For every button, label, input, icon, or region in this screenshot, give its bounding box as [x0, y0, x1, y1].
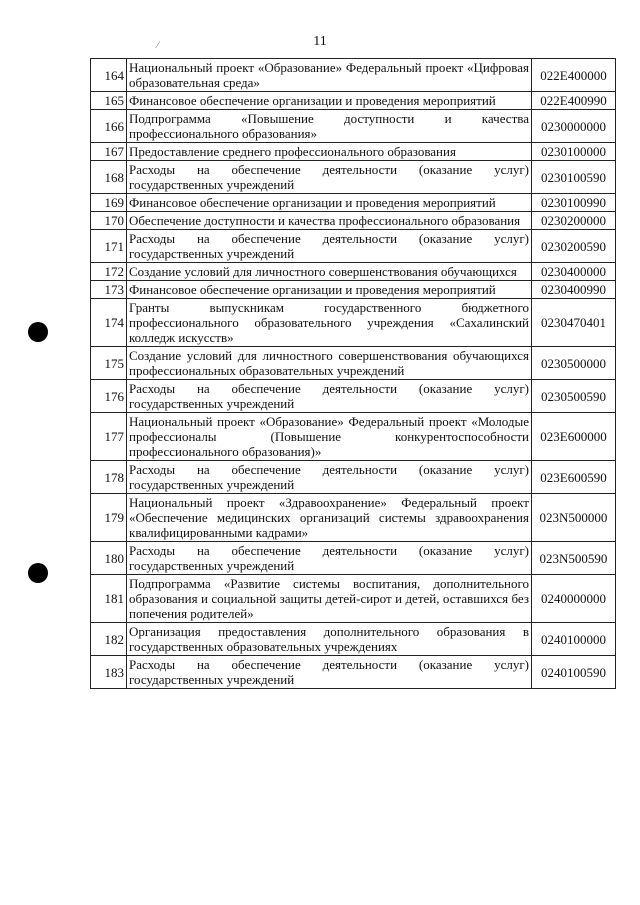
row-description: Расходы на обеспечение деятельности (оказание услуг) государственных учреждений	[127, 230, 532, 263]
table-row	[91, 110, 616, 143]
row-description: Расходы на обеспечение деятельности (оказание услуг) государственных учреждений	[127, 161, 532, 194]
row-code: 0230400000	[532, 263, 616, 281]
row-number: 165	[91, 92, 127, 110]
row-description: Подпрограмма «Развитие системы воспитания, дополнительного образования и социальной защиты детей-сирот и детей, оставшихся без попечения родителей»	[127, 575, 532, 623]
row-code: 0240100000	[532, 623, 616, 656]
row-number: 170	[91, 212, 127, 230]
row-number: 173	[91, 281, 127, 299]
table-row	[91, 623, 616, 656]
table-row	[91, 347, 616, 380]
row-code: 023N500590	[532, 542, 616, 575]
row-description: Расходы на обеспечение деятельности (оказание услуг) государственных учреждений	[127, 542, 532, 575]
row-code: 022E400000	[532, 59, 616, 92]
row-number: 181	[91, 575, 127, 623]
row-description: Создание условий для личностного совершенствования обучающихся профессиональных образовательных учреждений	[127, 347, 532, 380]
row-description: Организация предоставления дополнительного образования в государственных образовательных учреждениях	[127, 623, 532, 656]
row-number: 177	[91, 413, 127, 461]
table-row	[91, 380, 616, 413]
row-number: 167	[91, 143, 127, 161]
row-description: Расходы на обеспечение деятельности (оказание услуг) государственных учреждений	[127, 656, 532, 689]
table-row	[91, 542, 616, 575]
table-row	[91, 161, 616, 194]
row-code: 0230200590	[532, 230, 616, 263]
row-description: Национальный проект «Образование» Федеральный проект «Цифровая образовательная среда»	[127, 59, 532, 92]
row-description: Финансовое обеспечение организации и проведения мероприятий	[127, 194, 532, 212]
table-row	[91, 212, 616, 230]
table-row	[91, 413, 616, 461]
table-row	[91, 194, 616, 212]
budget-classification-table	[90, 58, 616, 689]
table-row	[91, 281, 616, 299]
row-description: Гранты выпускникам государственного бюджетного профессионального образовательного учреждения «Сахалинский колледж искусств»	[127, 299, 532, 347]
row-description: Расходы на обеспечение деятельности (оказание услуг) государственных учреждений	[127, 461, 532, 494]
row-code: 0230400990	[532, 281, 616, 299]
row-code: 0230200000	[532, 212, 616, 230]
row-number: 175	[91, 347, 127, 380]
row-code: 022E400990	[532, 92, 616, 110]
row-code: 0230500590	[532, 380, 616, 413]
punch-hole	[28, 563, 48, 583]
table-row	[91, 299, 616, 347]
table-row	[91, 59, 616, 92]
row-number: 182	[91, 623, 127, 656]
row-description: Расходы на обеспечение деятельности (оказание услуг) государственных учреждений	[127, 380, 532, 413]
row-description: Создание условий для личностного совершенствования обучающихся	[127, 263, 532, 281]
row-code: 023E600000	[532, 413, 616, 461]
row-code: 0240000000	[532, 575, 616, 623]
row-code: 0230100000	[532, 143, 616, 161]
row-code: 0230500000	[532, 347, 616, 380]
row-code: 0230470401	[532, 299, 616, 347]
table-row	[91, 575, 616, 623]
row-description: Финансовое обеспечение организации и проведения мероприятий	[127, 281, 532, 299]
row-number: 168	[91, 161, 127, 194]
page-number: 11	[313, 34, 327, 49]
row-description: Финансовое обеспечение организации и проведения мероприятий	[127, 92, 532, 110]
table-row	[91, 494, 616, 542]
table-row	[91, 656, 616, 689]
row-number: 172	[91, 263, 127, 281]
table-row	[91, 230, 616, 263]
table-row	[91, 263, 616, 281]
row-description: Предоставление среднего профессионального образования	[127, 143, 532, 161]
table-body	[91, 59, 616, 689]
row-description: Национальный проект «Образование» Федеральный проект «Молодые профессионалы (Повышение конкурентоспособности профессионального образования)»	[127, 413, 532, 461]
row-description: Обеспечение доступности и качества профессионального образования	[127, 212, 532, 230]
scan-mark: ⁄	[157, 40, 159, 50]
row-number: 179	[91, 494, 127, 542]
table-row	[91, 92, 616, 110]
row-code: 0230000000	[532, 110, 616, 143]
row-number: 164	[91, 59, 127, 92]
row-number: 166	[91, 110, 127, 143]
table-row	[91, 143, 616, 161]
row-number: 169	[91, 194, 127, 212]
row-number: 183	[91, 656, 127, 689]
row-code: 0230100990	[532, 194, 616, 212]
punch-hole	[28, 322, 48, 342]
row-number: 176	[91, 380, 127, 413]
row-code: 0240100590	[532, 656, 616, 689]
row-number: 174	[91, 299, 127, 347]
row-code: 023N500000	[532, 494, 616, 542]
row-number: 180	[91, 542, 127, 575]
row-description: Подпрограмма «Повышение доступности и качества профессионального образования»	[127, 110, 532, 143]
row-description: Национальный проект «Здравоохранение» Федеральный проект «Обеспечение медицинских организаций системы здравоохранения квалифицированными кадрами»	[127, 494, 532, 542]
row-number: 171	[91, 230, 127, 263]
row-code: 023E600590	[532, 461, 616, 494]
table-row	[91, 461, 616, 494]
row-number: 178	[91, 461, 127, 494]
row-code: 0230100590	[532, 161, 616, 194]
